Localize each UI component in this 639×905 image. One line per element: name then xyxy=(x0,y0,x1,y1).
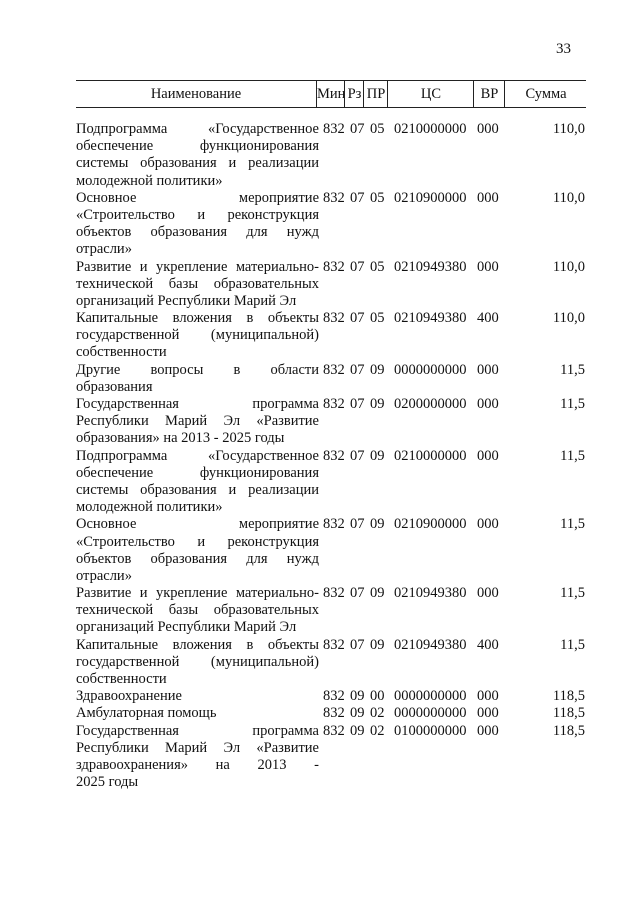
row-min: 832 xyxy=(323,189,345,206)
table-row xyxy=(0,705,639,722)
row-rz: 07 xyxy=(350,361,365,378)
row-sum: 11,5 xyxy=(560,447,585,464)
row-name-line: Амбулаторная помощь xyxy=(76,705,217,722)
row-name-line: обеспечение функционирования xyxy=(76,464,319,481)
table-row xyxy=(0,688,639,705)
row-sum: 11,5 xyxy=(560,396,585,412)
row-rz: 09 xyxy=(350,688,365,705)
row-name-line: Капитальные вложения в объекты xyxy=(76,636,319,653)
row-sum: 110,0 xyxy=(552,310,585,327)
row-name-line: технической базы образовательных xyxy=(76,602,319,619)
row-name-line: объектов образования для нужд xyxy=(76,550,319,567)
row-sum: 110,0 xyxy=(552,258,585,275)
row-name xyxy=(76,190,319,259)
row-name-line: Развитие и укрепление материально- xyxy=(76,585,319,602)
row-rz: 07 xyxy=(350,121,365,137)
row-name-line: молодежной политики» xyxy=(76,172,223,189)
row-min: 832 xyxy=(323,310,345,327)
table-row xyxy=(0,121,639,190)
row-name-line: собственности xyxy=(76,344,167,361)
row-vr: 400 xyxy=(477,310,499,327)
row-rz: 09 xyxy=(350,722,365,739)
row-name-line: государственной (муниципальной) xyxy=(76,653,319,670)
row-name-line: Капитальные вложения в объекты xyxy=(76,310,319,327)
row-vr: 000 xyxy=(477,447,499,464)
row-cs: 0000000000 xyxy=(394,688,467,705)
header-name: Наименование xyxy=(150,86,242,102)
row-min: 832 xyxy=(323,705,345,722)
row-pr: 00 xyxy=(370,688,385,705)
row-rz: 07 xyxy=(350,258,365,275)
table-row xyxy=(0,259,639,311)
row-pr: 05 xyxy=(370,121,385,137)
row-min: 832 xyxy=(323,121,345,137)
row-min: 832 xyxy=(323,516,345,533)
row-sum: 11,5 xyxy=(560,585,585,602)
row-rz: 07 xyxy=(350,447,365,464)
row-name-line: собственности xyxy=(76,671,167,687)
row-pr: 09 xyxy=(370,516,385,533)
row-rz: 07 xyxy=(350,516,365,533)
row-cs: 0000000000 xyxy=(394,361,467,378)
row-pr: 05 xyxy=(370,310,385,327)
row-pr: 09 xyxy=(370,361,385,378)
row-name-line: Подпрограмма «Государственное xyxy=(76,121,319,137)
row-name-line: Государственная программа xyxy=(76,396,319,412)
row-cs: 0210949380 xyxy=(394,636,467,653)
row-sum: 110,0 xyxy=(552,121,585,137)
row-name-line: отрасли» xyxy=(76,241,132,258)
row-name-line: системы образования и реализации xyxy=(76,155,319,172)
row-vr: 400 xyxy=(477,636,499,653)
table-row xyxy=(0,723,639,792)
row-name-line: технической базы образовательных xyxy=(76,275,319,292)
row-name-line: Здравоохранение xyxy=(76,688,182,705)
row-pr: 05 xyxy=(370,189,385,206)
row-name xyxy=(76,637,319,689)
row-cs: 0100000000 xyxy=(394,722,467,739)
header-rz: Рз xyxy=(344,81,364,107)
row-name-line: Другие вопросы в области xyxy=(76,361,319,378)
row-sum: 11,5 xyxy=(560,361,585,378)
row-sum: 110,0 xyxy=(552,189,585,206)
row-name-line: Республики Марий Эл «Развитие xyxy=(76,739,319,756)
row-min: 832 xyxy=(323,396,345,412)
row-name-line: здравоохранения» на 2013 - xyxy=(76,756,319,773)
row-sum: 11,5 xyxy=(560,636,585,653)
header-min: Мин xyxy=(316,81,345,107)
row-name-line: «Строительство и реконструкция xyxy=(76,533,319,550)
row-pr: 09 xyxy=(370,636,385,653)
row-vr: 000 xyxy=(477,121,499,137)
header-sum: Сумма xyxy=(504,81,587,107)
row-min: 832 xyxy=(323,585,345,602)
row-name-line: отрасли» xyxy=(76,567,132,584)
row-min: 832 xyxy=(323,722,345,739)
row-name xyxy=(76,362,319,396)
row-name xyxy=(76,585,319,637)
row-min: 832 xyxy=(323,361,345,378)
row-pr: 09 xyxy=(370,396,385,412)
header-pr: ПР xyxy=(363,81,388,107)
table-row xyxy=(0,190,639,259)
row-vr: 000 xyxy=(477,585,499,602)
row-cs: 0210900000 xyxy=(394,189,467,206)
row-cs: 0210000000 xyxy=(394,121,467,137)
header-cs: ЦС xyxy=(387,81,474,107)
row-rz: 07 xyxy=(350,310,365,327)
table-row xyxy=(0,585,639,637)
row-vr: 000 xyxy=(477,688,499,705)
row-name-line: системы образования и реализации xyxy=(76,481,319,498)
row-name-line: молодежной политики» xyxy=(76,499,223,516)
row-name xyxy=(76,448,319,517)
table-row xyxy=(0,396,639,448)
row-rz: 09 xyxy=(350,705,365,722)
row-pr: 09 xyxy=(370,585,385,602)
row-sum: 118,5 xyxy=(552,722,585,739)
row-pr: 05 xyxy=(370,258,385,275)
row-name xyxy=(76,259,319,311)
row-vr: 000 xyxy=(477,361,499,378)
table-header xyxy=(76,80,586,108)
row-vr: 000 xyxy=(477,516,499,533)
row-name-line: «Строительство и реконструкция xyxy=(76,206,319,223)
row-sum: 118,5 xyxy=(552,688,585,705)
row-name-line: Основное мероприятие xyxy=(76,189,319,206)
table-row xyxy=(0,448,639,517)
row-cs: 0210949380 xyxy=(394,258,467,275)
row-name-line: организаций Республики Марий Эл xyxy=(76,619,297,636)
row-name-line: объектов образования для нужд xyxy=(76,224,319,241)
row-name xyxy=(76,121,319,190)
row-vr: 000 xyxy=(477,722,499,739)
row-pr: 02 xyxy=(370,722,385,739)
row-name xyxy=(76,310,319,362)
row-name-line: образования xyxy=(76,378,153,395)
row-vr: 000 xyxy=(477,258,499,275)
row-vr: 000 xyxy=(477,396,499,412)
row-name-line: Государственная программа xyxy=(76,722,319,739)
page-number: 33 xyxy=(556,41,571,57)
row-sum: 11,5 xyxy=(560,516,585,533)
row-vr: 000 xyxy=(477,189,499,206)
row-name-line: 2025 годы xyxy=(76,774,139,791)
row-name-line: государственной (муниципальной) xyxy=(76,327,319,344)
row-name-line: обеспечение функционирования xyxy=(76,138,319,155)
row-name xyxy=(76,396,319,448)
table-row xyxy=(0,362,639,396)
table-row xyxy=(0,516,639,585)
table-body xyxy=(0,121,639,791)
row-cs: 0200000000 xyxy=(394,396,467,412)
row-rz: 07 xyxy=(350,585,365,602)
row-pr: 02 xyxy=(370,705,385,722)
row-vr: 000 xyxy=(477,705,499,722)
row-cs: 0210900000 xyxy=(394,516,467,533)
row-min: 832 xyxy=(323,636,345,653)
row-name-line: Республики Марий Эл «Развитие xyxy=(76,413,319,430)
row-min: 832 xyxy=(323,258,345,275)
row-name-line: организаций Республики Марий Эл xyxy=(76,292,297,309)
row-min: 832 xyxy=(323,447,345,464)
row-rz: 07 xyxy=(350,636,365,653)
row-name xyxy=(76,516,319,585)
table-row xyxy=(0,637,639,689)
header-vr: ВР xyxy=(473,81,505,107)
row-sum: 118,5 xyxy=(552,705,585,722)
row-name xyxy=(76,705,319,722)
row-cs: 0000000000 xyxy=(394,705,467,722)
row-name-line: Развитие и укрепление материально- xyxy=(76,258,319,275)
row-name-line: образования» на 2013 - 2025 годы xyxy=(76,430,285,447)
row-rz: 07 xyxy=(350,189,365,206)
row-name-line: Основное мероприятие xyxy=(76,516,319,533)
row-name xyxy=(76,688,319,705)
row-pr: 09 xyxy=(370,447,385,464)
row-name xyxy=(76,723,319,792)
row-rz: 07 xyxy=(350,396,365,412)
row-name-line: Подпрограмма «Государственное xyxy=(76,447,319,464)
row-cs: 0210949380 xyxy=(394,585,467,602)
row-min: 832 xyxy=(323,688,345,705)
row-cs: 0210000000 xyxy=(394,447,467,464)
table-row xyxy=(0,310,639,362)
row-cs: 0210949380 xyxy=(394,310,467,327)
